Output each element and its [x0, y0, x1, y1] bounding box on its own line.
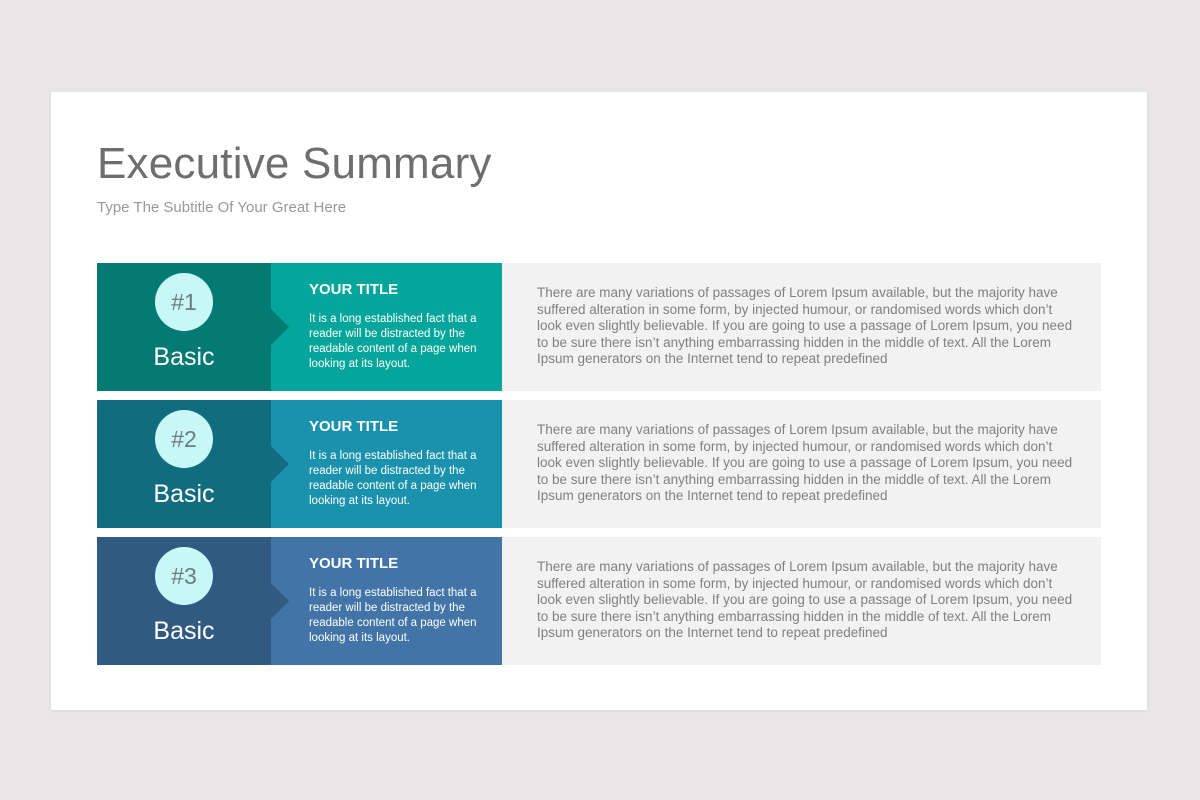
- description-text: There are many variations of passages of Lorem Ipsum available, but the majority have suffered alteration in some form, by injected humour, or randomised words which don’t look even slightly believable. If you are going to use a passage of Lorem Ipsum, you need to be sure there isn’t anything embarrassing hidden in the middle of text. All the Lorem Ipsum generators on the Internet tend to repeat predefined: [537, 422, 1073, 503]
- row-description-panel: [502, 537, 1101, 665]
- description-text: There are many variations of passages of Lorem Ipsum available, but the majority have suffered alteration in some form, by injected humour, or randomised words which don’t look even slightly believable. If you are going to use a passage of Lorem Ipsum, you need to be sure there isn’t anything embarrassing hidden in the middle of text. All the Lorem Ipsum generators on the Internet tend to repeat predefined: [537, 559, 1073, 640]
- slide-subtitle: Type The Subtitle Of Your Great Here: [97, 199, 347, 216]
- number-badge: #2: [155, 410, 213, 468]
- row-description-panel: [502, 263, 1101, 391]
- arrow-pointer-icon: [271, 309, 289, 345]
- row-title-panel: [271, 537, 502, 665]
- row-number-panel: [97, 263, 271, 391]
- row-label: Basic: [153, 343, 215, 371]
- summary-row-2: [97, 400, 1101, 528]
- arrow-pointer-icon: [271, 446, 289, 482]
- row-label: Basic: [153, 617, 215, 645]
- row-label: Basic: [153, 480, 215, 508]
- number-badge: #1: [155, 273, 213, 331]
- row-description-panel: [502, 400, 1101, 528]
- slide-title: Executive Summary: [97, 139, 492, 188]
- description-text: There are many variations of passages of Lorem Ipsum available, but the majority have suffered alteration in some form, by injected humour, or randomised words which don’t look even slightly believable. If you are going to use a passage of Lorem Ipsum, you need to be sure there isn’t anything embarrassing hidden in the middle of text. All the Lorem Ipsum generators on the Internet tend to repeat predefined: [537, 285, 1073, 366]
- card-title: YOUR TITLE: [309, 555, 399, 572]
- card-title: YOUR TITLE: [309, 281, 399, 298]
- card-text: It is a long established fact that a reader will be distracted by the readable content of a page when looking at its layout.: [309, 587, 477, 644]
- summary-row-1: [97, 263, 1101, 391]
- row-title-panel: [271, 263, 502, 391]
- slide: [51, 92, 1147, 710]
- number-badge: #3: [155, 547, 213, 605]
- summary-row-3: [97, 537, 1101, 665]
- row-title-panel: [271, 400, 502, 528]
- card-text: It is a long established fact that a reader will be distracted by the readable content of a page when looking at its layout.: [309, 313, 477, 370]
- arrow-pointer-icon: [271, 583, 289, 619]
- row-number-panel: [97, 400, 271, 528]
- card-title: YOUR TITLE: [309, 418, 399, 435]
- row-number-panel: [97, 537, 271, 665]
- card-text: It is a long established fact that a reader will be distracted by the readable content of a page when looking at its layout.: [309, 450, 477, 507]
